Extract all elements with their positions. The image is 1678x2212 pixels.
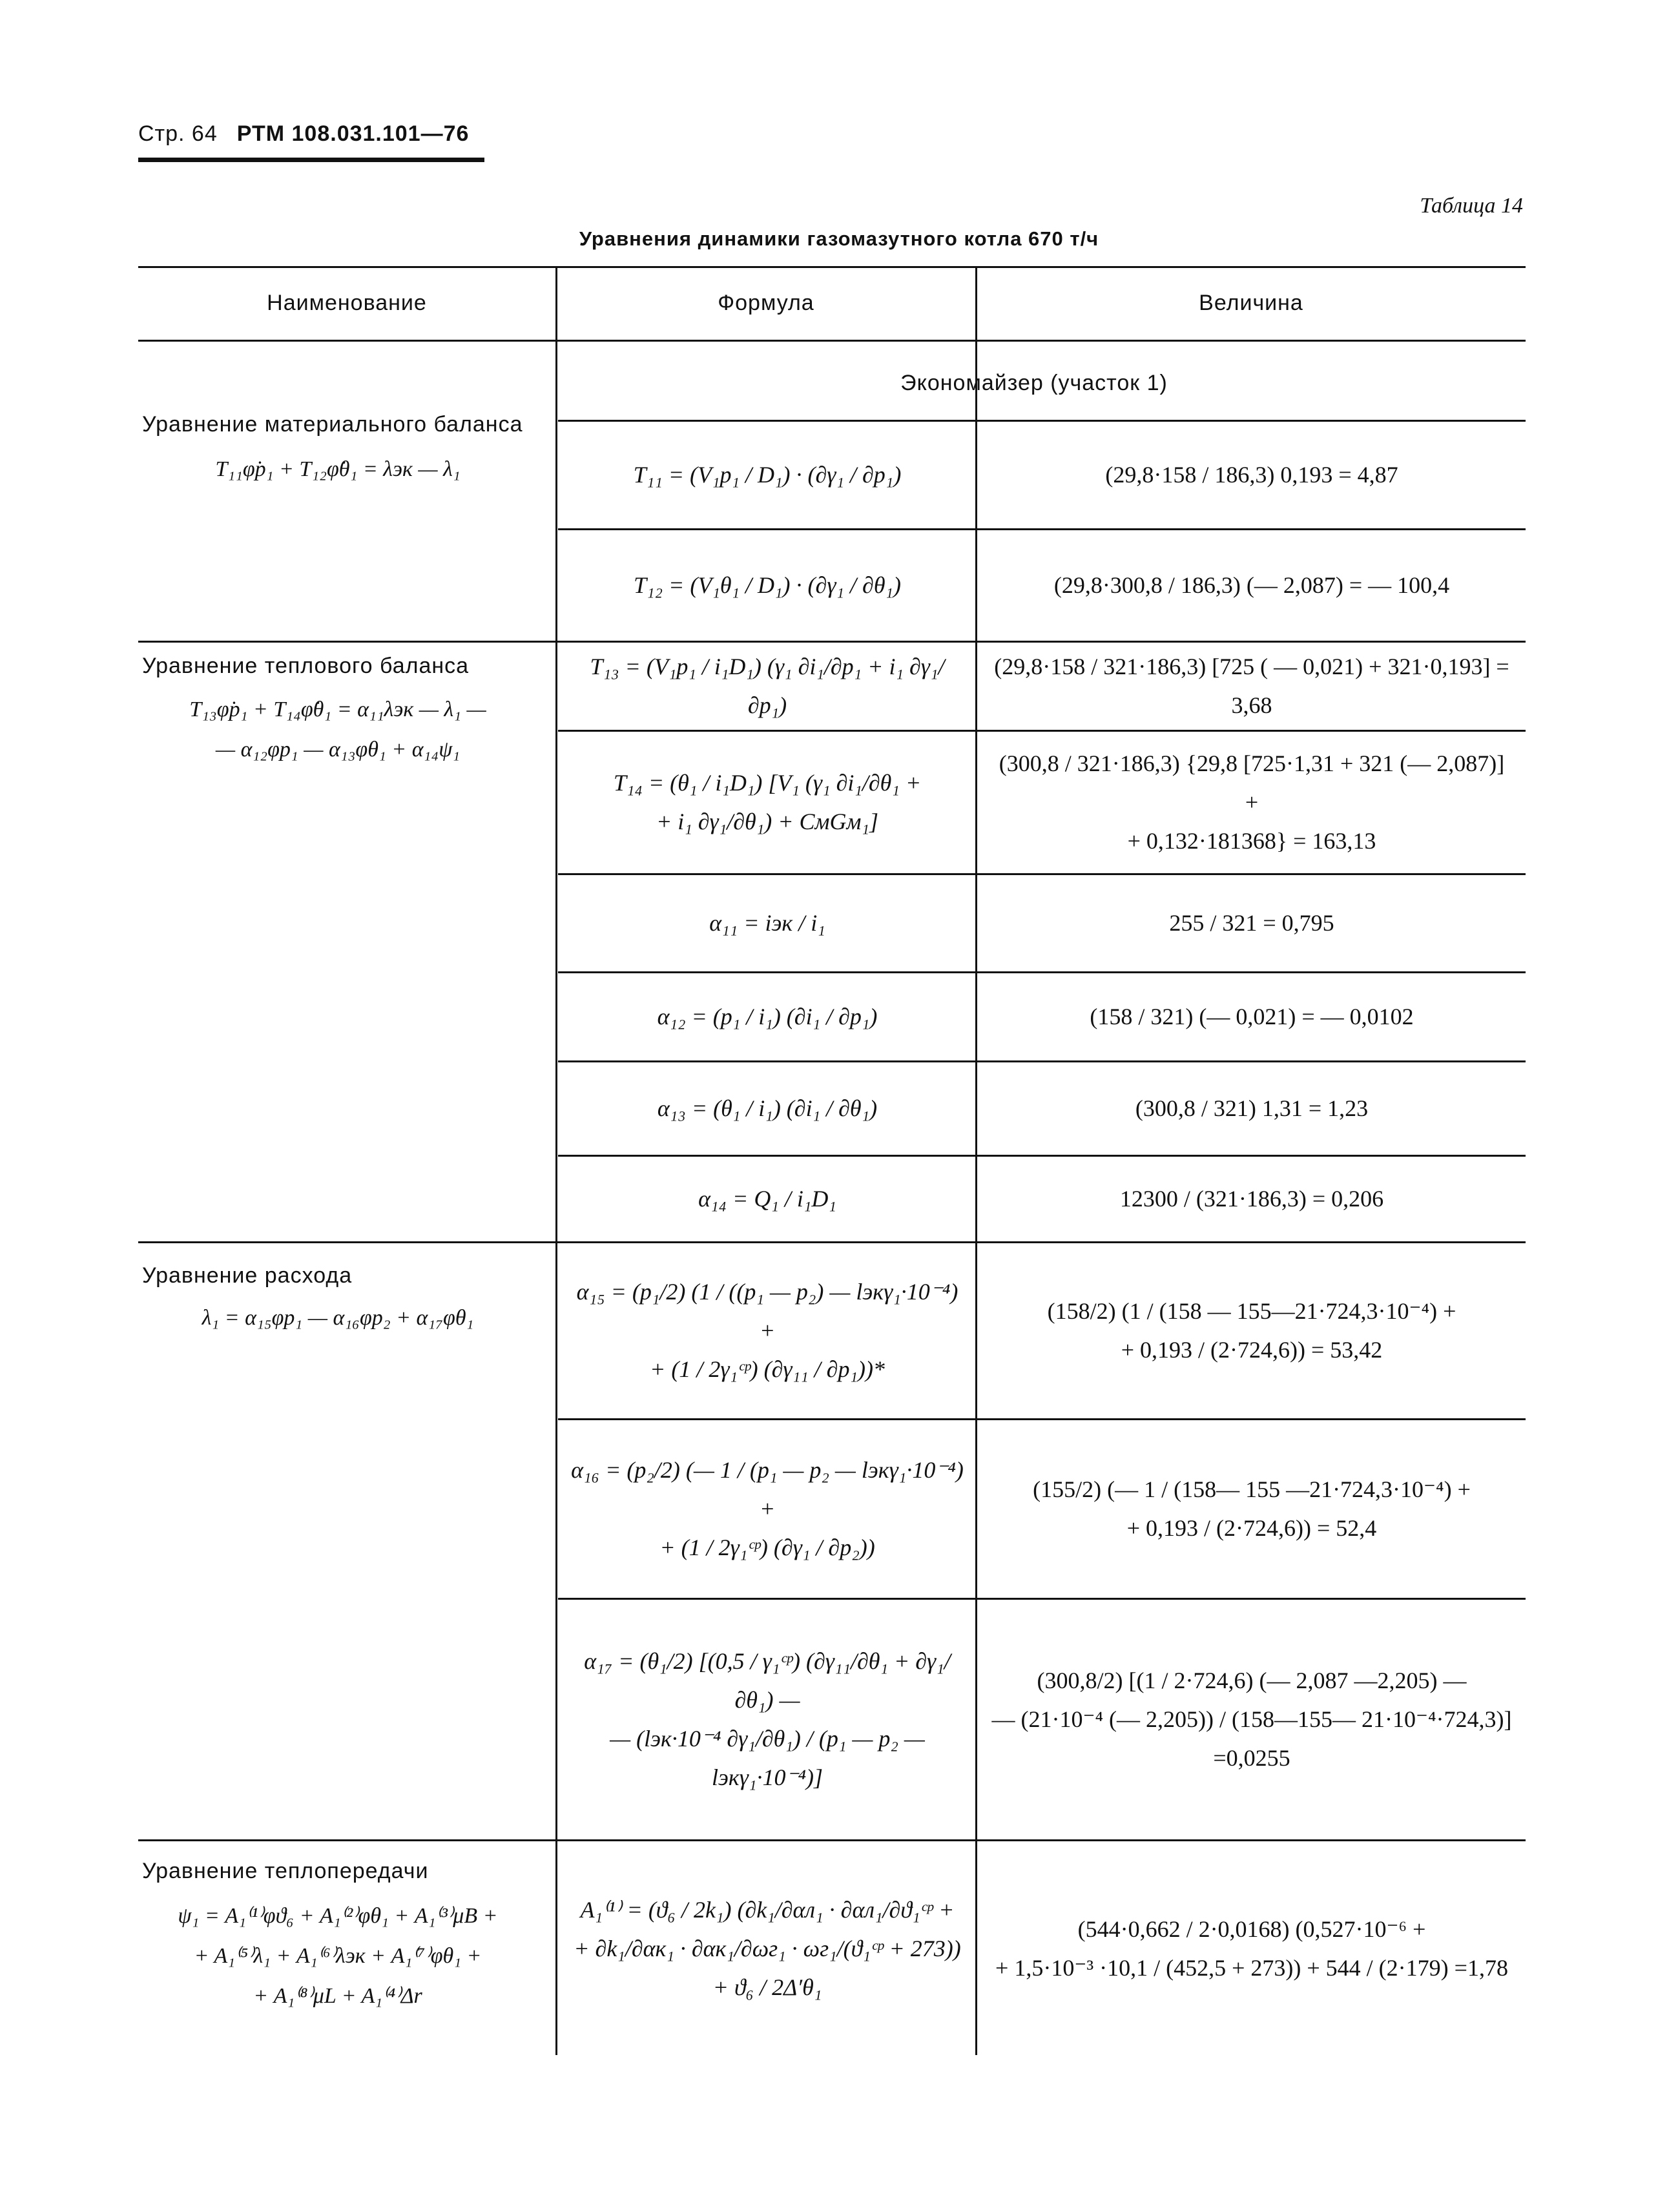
section-rule bbox=[558, 420, 1526, 422]
value-cell: (300,8 / 321·186,3) {29,8 [725·1,31 + 321 (— 2,087)] + + 0,132·181368} = 163,13 bbox=[999, 750, 1505, 854]
formula-cell: T₁₃ = (V₁p₁ / i₁D₁) (γ₁ ∂i₁/∂p₁ + i₁ ∂γ₁/∂p₁) bbox=[590, 654, 945, 718]
value-cell: (29,8·158 / 186,3) 0,193 = 4,87 bbox=[1105, 462, 1398, 488]
row-rule bbox=[558, 873, 1526, 875]
value-cell: (29,8·300,8 / 186,3) (— 2,087) = — 100,4 bbox=[1053, 572, 1450, 598]
group-equation: ψ₁ = A₁⁽¹⁾φϑ₆ + A₁⁽²⁾φθ₁ + A₁⁽³⁾μB + + A₁⁽⁵⁾λ₁ + A₁⁽⁶⁾λэк + A₁⁽⁷⁾φθ₁ + + A₁⁽⁸⁾μL + A₁⁽⁴⁾Δr bbox=[178, 1904, 498, 2008]
group-equation: T₁₃φ̇p₁ + T₁₄φ̇θ₁ = α₁₁λэк — λ₁ — — α₁₂φp₁ — α₁₃φθ₁ + α₁₄ψ₁ bbox=[189, 698, 486, 761]
doc-code: РТМ 108.031.101—76 bbox=[236, 121, 470, 146]
row-rule bbox=[558, 971, 1526, 973]
formula-cell: α₁₅ = (p₁/2) (1 / ((p₁ — p₂) — lэкγ₁·10⁻⁴) + + (1 / 2γ₁ᶜᵖ) (∂γ₁₁ / ∂p₁))* bbox=[576, 1279, 958, 1382]
table-number: Таблица 14 bbox=[1420, 194, 1523, 218]
value-cell: (300,8/2) [(1 / 2·724,6) (— 2,087 —2,205) — — (21·10⁻⁴ (— 2,205)) / (158—155— 21·10⁻⁴·724,3)] =0,0255 bbox=[991, 1668, 1512, 1771]
value-cell: 255 / 321 = 0,795 bbox=[1169, 910, 1334, 936]
col-header-value: Величина bbox=[1199, 291, 1303, 315]
header-bottom-rule bbox=[138, 340, 1526, 342]
formula-cell: α₁₄ = Q₁ / i₁D₁ bbox=[698, 1186, 836, 1212]
value-cell: (158 / 321) (— 0,021) = — 0,0102 bbox=[1090, 1004, 1414, 1029]
col-header-name: Наименование bbox=[267, 291, 427, 315]
row-rule bbox=[558, 1418, 1526, 1420]
row-rule bbox=[558, 1598, 1526, 1600]
row-rule bbox=[558, 528, 1526, 530]
value-cell: 12300 / (321·186,3) = 0,206 bbox=[1119, 1186, 1384, 1212]
table-top-rule bbox=[138, 266, 1526, 268]
group-equation: λ₁ = α₁₅φp₁ — α₁₆φp₂ + α₁₇φθ₁ bbox=[202, 1306, 474, 1330]
value-cell: (300,8 / 321) 1,31 = 1,23 bbox=[1135, 1095, 1369, 1121]
value-cell: (544·0,662 / 2·0,0168) (0,527·10⁻⁶ + + 1,5·10⁻³ ·10,1 / (452,5 + 273)) + 544 / (2·179) =1,78 bbox=[995, 1916, 1508, 1981]
formula-cell: T₁₄ = (θ₁ / i₁D₁) [V₁ (γ₁ ∂i₁/∂θ₁ + + i₁ ∂γ₁/∂θ₁) + CмGм₁] bbox=[613, 770, 922, 834]
group-rule bbox=[138, 1839, 1526, 1841]
header-underline bbox=[138, 158, 484, 162]
formula-cell: α₁₆ = (p₂/2) (— 1 / (p₁ — p₂ — lэкγ₁·10⁻⁴) + + (1 / 2γ₁ᶜᵖ) (∂γ₁ / ∂p₂)) bbox=[571, 1457, 964, 1560]
group-label: Уравнение теплопередачи bbox=[142, 1859, 429, 1883]
group-label: Уравнение материального баланса bbox=[142, 412, 523, 437]
group-label: Уравнение расхода bbox=[142, 1263, 353, 1288]
group-rule bbox=[138, 641, 1526, 643]
section-title: Экономайзер (участок 1) bbox=[900, 371, 1168, 395]
row-rule bbox=[558, 730, 1526, 732]
group-label: Уравнение теплового баланса bbox=[142, 654, 470, 678]
value-cell: (29,8·158 / 321·186,3) [725 ( — 0,021) + 321·0,193] = 3,68 bbox=[994, 654, 1509, 718]
formula-cell: T₁₂ = (V₁θ₁ / D₁) · (∂γ₁ / ∂θ₁) bbox=[634, 572, 901, 598]
row-rule bbox=[558, 1060, 1526, 1062]
group-rule bbox=[138, 1241, 1526, 1243]
formula-cell: α₁₁ = iэк / i₁ bbox=[709, 910, 825, 936]
table-title: Уравнения динамики газомазутного котла 670 т/ч bbox=[579, 227, 1099, 250]
col-divider-1 bbox=[555, 266, 557, 2055]
formula-cell: α₁₃ = (θ₁ / i₁) (∂i₁ / ∂θ₁) bbox=[657, 1095, 878, 1121]
value-cell: (158/2) (1 / (158 — 155—21·724,3·10⁻⁴) + + 0,193 / (2·724,6)) = 53,42 bbox=[1047, 1298, 1456, 1363]
value-cell: (155/2) (— 1 / (158— 155 —21·724,3·10⁻⁴) + + 0,193 / (2·724,6)) = 52,4 bbox=[1033, 1476, 1471, 1541]
page-header bbox=[138, 121, 469, 147]
row-rule bbox=[558, 1155, 1526, 1157]
formula-cell: α₁₇ = (θ₁/2) [(0,5 / γ₁ᶜᵖ) (∂γ₁₁/∂θ₁ + ∂γ₁/∂θ₁) — — (lэк·10⁻⁴ ∂γ₁/∂θ₁) / (p₁ — p₂ — lэкγ₁·10⁻⁴)] bbox=[584, 1648, 951, 1790]
group-equation: T₁₁φ̇p₁ + T₁₂φ̇θ₁ = λэк — λ₁ bbox=[215, 457, 461, 481]
page-number: Стр. 64 bbox=[138, 121, 218, 146]
col-divider-2 bbox=[975, 266, 977, 2055]
col-header-formula: Формула bbox=[718, 291, 814, 315]
formula-cell: T₁₁ = (V₁p₁ / D₁) · (∂γ₁ / ∂p₁) bbox=[633, 462, 902, 488]
formula-cell: α₁₂ = (p₁ / i₁) (∂i₁ / ∂p₁) bbox=[657, 1004, 878, 1029]
formula-cell: A₁⁽¹⁾ = (ϑ₆ / 2k₁) (∂k₁/∂αл₁ · ∂αл₁/∂ϑ₁ᶜᵖ + + ∂k₁/∂αк₁ · ∂αк₁/∂ωг₁ · ωг₁/(ϑ₁ᶜᵖ + 273)) + ϑ₆ / 2Δ′θ₁ bbox=[574, 1897, 961, 2000]
